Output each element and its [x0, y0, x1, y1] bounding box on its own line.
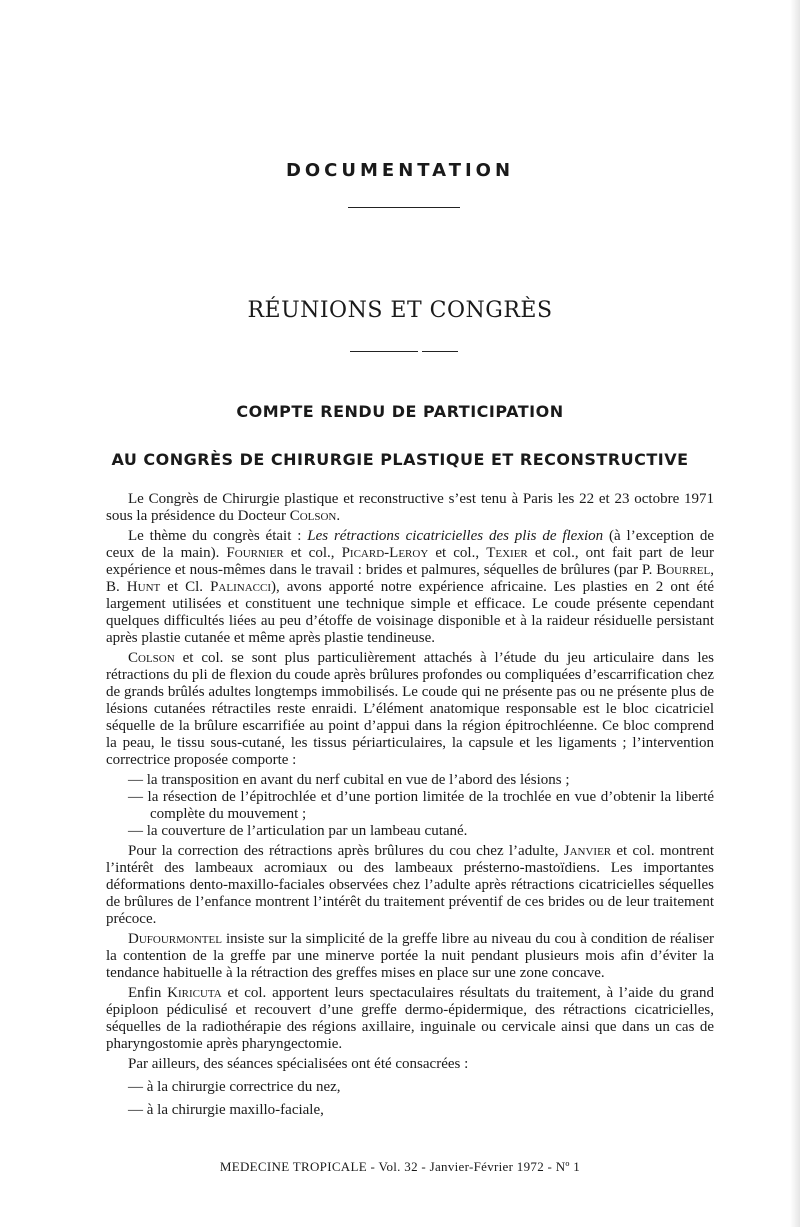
list-item: — la résection de l’épitrochlée et d’une portion limitée de la trochlée en vue d’obtenir la liberté complète du mouvement ; — [128, 789, 714, 822]
list-item: — la couverture de l’articulation par un lambeau cutané. — [128, 823, 468, 839]
paragraph-theme: Le thème du congrès était : Les rétractions cicatricielles des plis de flexion (à l’exception de ceux de la main). Fournier et col., Picard-Leroy et col., Texier et col., ont fait part de leur expérience et nous-mêmes dans le travail : brides et palmures, séquelles de brûlures (par P. Bourrel, B. Hunt et Cl. Palinacci), avons apporté notre expérience africaine. Les plasties en 2 ont été largement utilisées et constituent une technique simple et efficace. Le coude présente cependant quelques difficultés liées au peu d’étoffe de voisinage disponible et à la raideur résiduelle persistant après plastie cutanée et même après plastie tendineuse. — [106, 528, 715, 646]
author-name: Palinacci — [210, 579, 271, 595]
heading-congress: AU CONGRÈS DE CHIRURGIE PLASTIQUE ET RECONSTRUCTIVE — [111, 450, 689, 469]
journal-footer: MEDECINE TROPICALE - Vol. 32 - Janvier-Février 1972 - Nº 1 — [219, 1159, 581, 1174]
author-name: Hunt — [126, 579, 161, 595]
list-item: — la transposition en avant du nerf cubital en vue de l’abord des lésions ; — [128, 772, 570, 788]
paragraph-kiricuta: Enfin Kiricuta et col. apportent leurs spectaculaires résultats du traitement, à l’aide du grand épiploon pédiculisé et recouvert d’une greffe dermo-épidermique, des rétractions cicatricielles, séquelles de la radiothérapie des régions axillaire, inguinale ou cervicale ainsi que dans un cas de pharyngostomie après pharyngectomie. — [106, 985, 714, 1052]
author-name: Bourrel — [656, 562, 711, 578]
author-name: Texier — [486, 545, 528, 561]
list-item: — à la chirurgie maxillo-faciale, — [128, 1102, 324, 1118]
section-title: DOCUMENTATION — [285, 160, 515, 181]
heading-report: COMPTE RENDU DE PARTICIPATION — [236, 402, 564, 421]
author-name: Picard-Leroy — [341, 545, 429, 561]
paragraph-sessions: Par ailleurs, des séances spécialisées ont été consacrées : — [128, 1056, 469, 1072]
paragraph-janvier: Pour la correction des rétractions après brûlures du cou chez l’adulte, Janvier et col. montrent l’intérêt des lambeaux acromiaux ou des lambeaux présterno-mastoïdiens. Les importantes déformations dento-maxillo-faciales observées chez l’adulte après rétractions cicatricielles séquelles de brûlures de l’enfance montrent l’intérêt du traitement préventif de ces brides ou de leur traitement précoce. — [106, 843, 714, 927]
author-name: Janvier — [563, 843, 612, 859]
author-name: Kiricuta — [167, 985, 222, 1001]
paragraph-dufourmontel: Dufourmontel insiste sur la simplicité de la greffe libre au niveau du cou à condition de réaliser la contention de la greffe par une minerve portée la nuit pendant plusieurs mois afin d’éviter la tendance habituelle à la rétraction des greffes mises en place sur une zone concave. — [106, 931, 714, 981]
author-name: Colson — [289, 508, 337, 524]
author-name: Colson — [128, 650, 175, 666]
congress-theme: Les rétractions cicatricielles des plis de flexion — [307, 528, 604, 544]
paragraph-intro: Le Congrès de Chirurgie plastique et reconstructive s’est tenu à Paris les 22 et 23 octobre 1971 sous la présidence du Docteur Colson. — [106, 491, 714, 524]
title-rule — [348, 207, 460, 208]
list-item: — à la chirurgie correctrice du nez, — [128, 1079, 341, 1095]
author-name: Dufourmontel — [128, 931, 222, 947]
author-name: Fournier — [226, 545, 284, 561]
article-body — [106, 491, 714, 1119]
page-edge-shadow — [790, 0, 800, 1227]
paragraph-colson: Colson et col. se sont plus particulièrement attachés à l’étude du jeu articulaire dans les rétractions du pli de flexion du coude après brûlures profondes ou compliquées d’escarrification chez de grands brûlés adultes longtemps immobilisés. Le coude qui ne présente pas ou ne présente plus de lésions cutanées rétractiles reste enraidi. L’élément anatomique responsable est le bloc cicatriciel séquelle de la brûlure escarrifiée au point d’appui dans la région épitrochléenne. Ce bloc comprend la peau, le tissu sous-cutané, les tissus périarticulaires, la capsule et les ligaments ; l’intervention correctrice proposée comporte : — [106, 650, 714, 768]
subtitle: RÉUNIONS ET CONGRÈS — [247, 298, 553, 323]
